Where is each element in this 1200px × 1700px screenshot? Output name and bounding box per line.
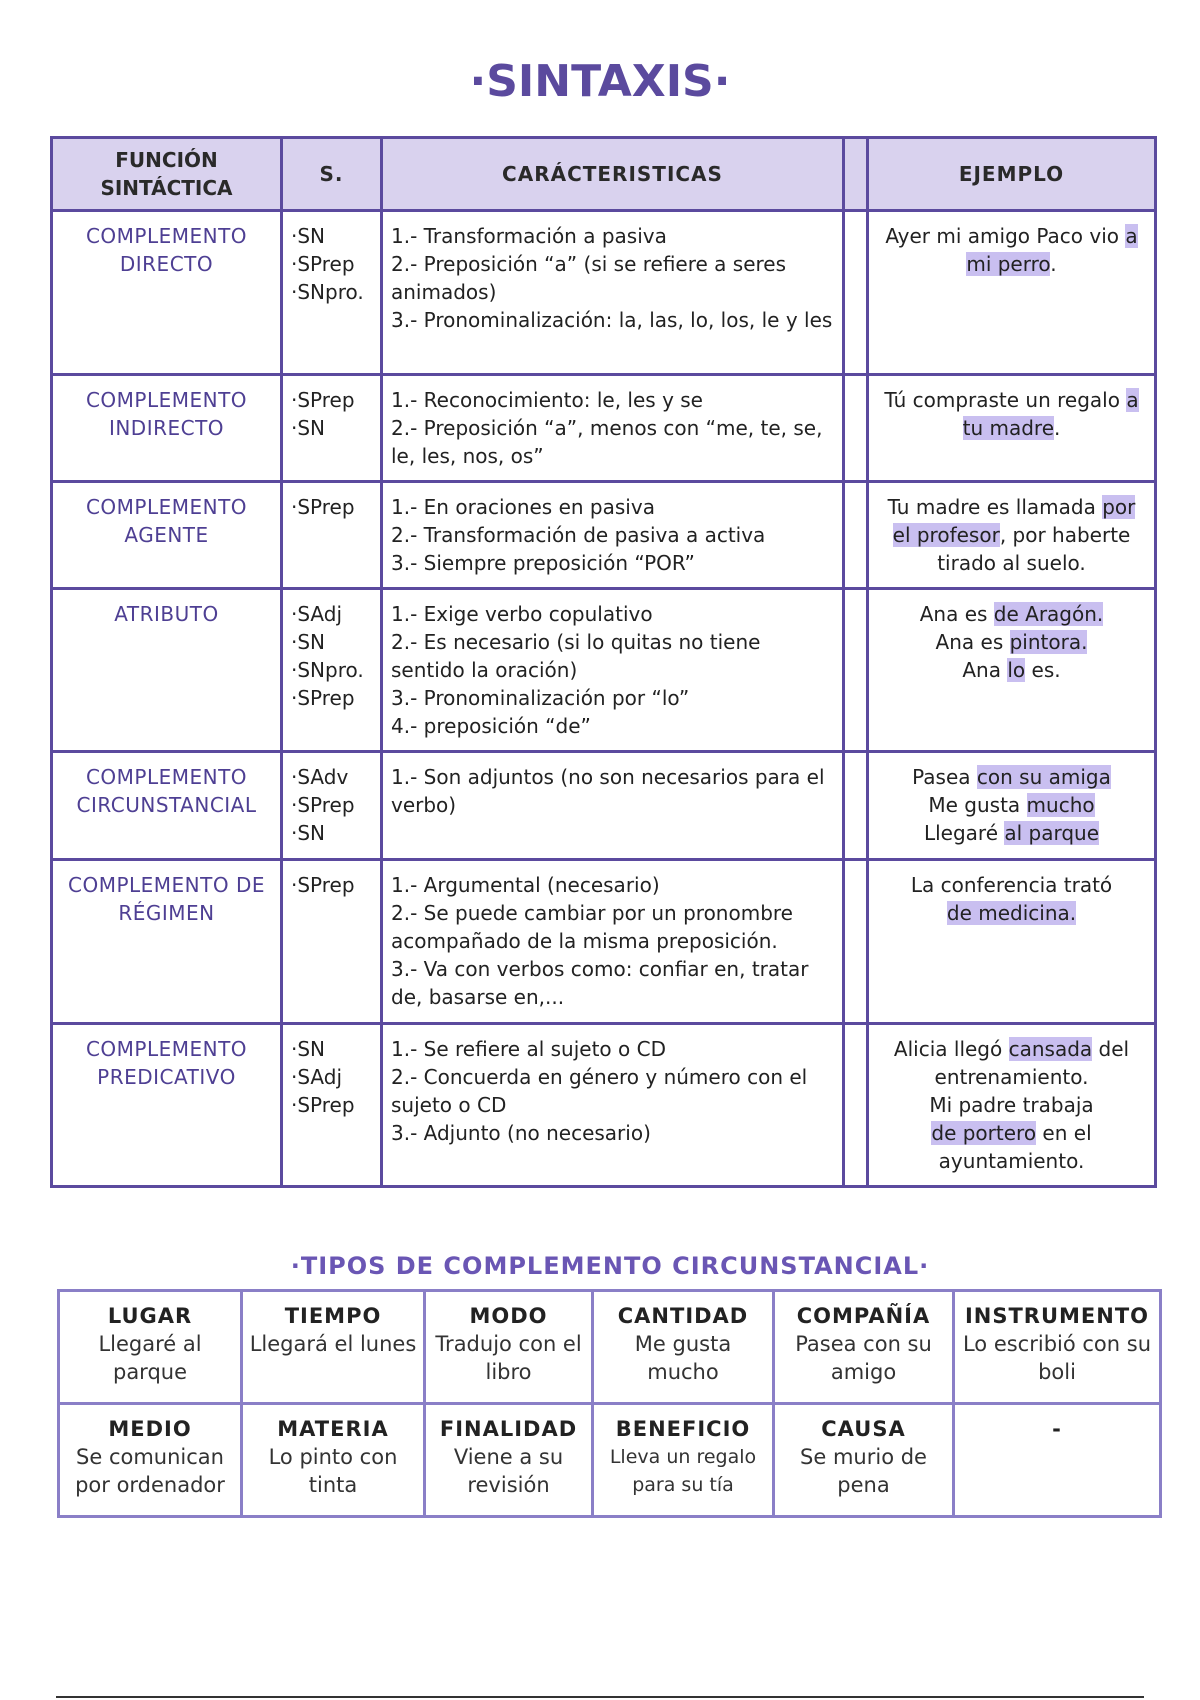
feature-item: 2.- Preposición “a” (si se refiere a seres animados) <box>391 252 787 304</box>
features-cell <box>382 211 844 375</box>
s-cell <box>282 860 382 1024</box>
s-item: ·SPrep <box>291 388 355 412</box>
s-item: ·SAdj <box>291 1065 343 1089</box>
type-cell <box>425 1404 593 1517</box>
type-cell <box>425 1291 593 1404</box>
header-spacer <box>844 138 868 211</box>
type-name: LUGAR <box>107 1304 193 1328</box>
example-line <box>877 763 1146 791</box>
type-example: Se comunican por ordenador <box>75 1445 225 1497</box>
features-cell <box>382 752 844 860</box>
example-text: La conferencia trató <box>910 873 1113 897</box>
funcion-cell: COMPLEMENTO PREDICATIVO <box>52 1024 282 1187</box>
feature-item: 3.- Pronominalización por “lo” <box>391 686 690 710</box>
type-example: Viene a su revisión <box>453 1445 564 1497</box>
s-item: ·SN <box>291 1037 326 1061</box>
feature-item: 2.- Transformación de pasiva a activa <box>391 523 766 547</box>
example-text: . <box>1050 252 1057 276</box>
example-cell <box>868 211 1156 375</box>
type-cell <box>593 1404 774 1517</box>
types-title: ·TIPOS DE COMPLEMENTO CIRCUNSTANCIAL· <box>290 1252 930 1280</box>
table-row <box>52 860 1156 1024</box>
s-cell <box>282 1024 382 1187</box>
feature-item: 1.- Transformación a pasiva <box>391 224 667 248</box>
table-row <box>52 375 1156 482</box>
features-cell <box>382 589 844 752</box>
example-text: Alicia llegó <box>893 1037 1003 1061</box>
example-highlight: de portero <box>931 1121 1037 1145</box>
example-line <box>877 628 1146 656</box>
example-line <box>877 600 1146 628</box>
table-header-row <box>52 138 1156 211</box>
type-cell <box>774 1291 954 1404</box>
type-example: Pasea con su amigo <box>795 1332 932 1384</box>
s-item: ·SPrep <box>291 873 355 897</box>
example-text: Ana <box>962 658 1001 682</box>
table-row <box>52 482 1156 589</box>
spacer-cell <box>844 752 868 860</box>
type-name: BENEFICIO <box>615 1417 751 1441</box>
example-cell <box>868 589 1156 752</box>
feature-item: 3.- Va con verbos como: confiar en, tratar de, basarse en,... <box>391 957 809 1009</box>
syntax-table <box>50 136 1157 1188</box>
example-line <box>877 791 1146 819</box>
page-title: ·SINTAXIS· <box>469 56 731 107</box>
type-example: Tradujo con el libro <box>435 1332 582 1384</box>
s-item: ·SAdv <box>291 765 349 789</box>
feature-item: 2.- Se puede cambiar por un pronombre acompañado de la misma preposición. <box>391 901 793 953</box>
funcion-cell: COMPLEMENTO CIRCUNSTANCIAL <box>52 752 282 860</box>
example-text: Mi padre trabaja <box>929 1093 1094 1117</box>
table-row <box>52 589 1156 752</box>
example-highlight: cansada <box>1008 1037 1093 1061</box>
type-cell <box>954 1291 1161 1404</box>
s-item: ·SN <box>291 630 326 654</box>
s-item: ·SAdj <box>291 602 343 626</box>
spacer-cell <box>844 375 868 482</box>
type-name: MATERIA <box>277 1417 389 1441</box>
features-cell <box>382 482 844 589</box>
funcion-cell: ATRIBUTO <box>52 589 282 752</box>
example-text: Pasea <box>912 765 971 789</box>
spacer-cell <box>844 1024 868 1187</box>
example-cell <box>868 375 1156 482</box>
type-name: INSTRUMENTO <box>964 1304 1150 1328</box>
feature-item: 1.- Argumental (necesario) <box>391 873 660 897</box>
feature-item: 3.- Adjunto (no necesario) <box>391 1121 651 1145</box>
feature-item: 1.- Se refiere al sujeto o CD <box>391 1037 666 1061</box>
type-name: FINALIDAD <box>439 1417 578 1441</box>
type-example: Lleva un regalo para su tía <box>609 1446 757 1496</box>
spacer-cell <box>844 860 868 1024</box>
s-item: ·SPrep <box>291 686 355 710</box>
type-example: Se murio de pena <box>800 1445 927 1497</box>
example-highlight: a mi perro <box>966 224 1138 276</box>
table-row <box>52 1024 1156 1187</box>
feature-item: 1.- Exige verbo copulativo <box>391 602 653 626</box>
feature-item: 4.- preposición “de” <box>391 714 591 738</box>
s-item: ·SPrep <box>291 252 355 276</box>
example-text: en el ayuntamiento. <box>938 1121 1092 1173</box>
type-cell <box>59 1291 242 1404</box>
type-name: TIEMPO <box>284 1304 382 1328</box>
type-cell <box>954 1404 1161 1517</box>
type-cell <box>242 1291 425 1404</box>
example-highlight: a tu madre <box>962 388 1139 440</box>
type-example: Lo escribió con su boli <box>962 1332 1152 1384</box>
header-funcion: FUNCIÓN SINTÁCTICA <box>52 138 282 211</box>
type-name: COMPAÑÍA <box>796 1304 931 1328</box>
s-cell <box>282 375 382 482</box>
feature-item: 1.- Reconocimiento: le, les y se <box>391 388 703 412</box>
example-cell <box>868 752 1156 860</box>
s-cell <box>282 589 382 752</box>
feature-item: 3.- Siempre preposición “POR” <box>391 551 695 575</box>
feature-item: 2.- Es necesario (si lo quitas no tiene sentido la oración) <box>391 630 761 682</box>
funcion-cell: COMPLEMENTO AGENTE <box>52 482 282 589</box>
feature-item: 2.- Preposición “a”, menos con “me, te, se, le, les, nos, os” <box>391 416 823 468</box>
s-item: ·SNpro. <box>291 658 364 682</box>
type-cell <box>774 1404 954 1517</box>
example-highlight: de Aragón. <box>993 602 1104 626</box>
s-item: ·SN <box>291 416 326 440</box>
type-example: Me gusta mucho <box>634 1332 732 1384</box>
funcion-cell: COMPLEMENTO DIRECTO <box>52 211 282 375</box>
type-name: MODO <box>469 1304 548 1328</box>
example-highlight: por el profesor <box>892 495 1136 547</box>
cc-types-table <box>57 1289 1162 1518</box>
spacer-cell <box>844 589 868 752</box>
type-example: Llegaré al parque <box>98 1332 202 1384</box>
example-text: Llegaré <box>923 821 998 845</box>
type-name: - <box>1052 1417 1062 1441</box>
s-item: ·SN <box>291 224 326 248</box>
example-text: Ayer mi amigo Paco vio <box>885 224 1120 248</box>
type-name: CAUSA <box>821 1417 906 1441</box>
types-row <box>59 1404 1161 1517</box>
example-line <box>877 819 1146 847</box>
s-item: ·SNpro. <box>291 280 364 304</box>
header-caracteristicas: CARÁCTERISTICAS <box>382 138 844 211</box>
spacer-cell <box>844 482 868 589</box>
type-cell <box>593 1291 774 1404</box>
feature-item: 2.- Concuerda en género y número con el sujeto o CD <box>391 1065 808 1117</box>
example-text: , por haberte tirado al suelo. <box>937 523 1131 575</box>
example-text: Ana es <box>935 630 1004 654</box>
feature-item: 1.- Son adjuntos (no son necesarios para el verbo) <box>391 765 825 817</box>
type-name: MEDIO <box>108 1417 192 1441</box>
s-cell <box>282 752 382 860</box>
s-cell <box>282 211 382 375</box>
features-cell <box>382 860 844 1024</box>
example-highlight: de medicina. <box>946 901 1077 925</box>
example-text: es. <box>1031 658 1061 682</box>
features-cell <box>382 375 844 482</box>
example-cell <box>868 1024 1156 1187</box>
s-item: ·SN <box>291 821 326 845</box>
s-item: ·SPrep <box>291 1093 355 1117</box>
example-cell <box>868 482 1156 589</box>
example-highlight: lo <box>1007 658 1026 682</box>
example-text: del entrenamiento. <box>934 1037 1130 1089</box>
type-name: CANTIDAD <box>617 1304 749 1328</box>
header-ejemplo: EJEMPLO <box>868 138 1156 211</box>
type-cell <box>59 1404 242 1517</box>
example-highlight: al parque <box>1004 821 1100 845</box>
example-text: . <box>1054 416 1061 440</box>
feature-item: 3.- Pronominalización: la, las, lo, los, le y les <box>391 308 833 332</box>
s-item: ·SPrep <box>291 495 355 519</box>
feature-item: 1.- En oraciones en pasiva <box>391 495 655 519</box>
funcion-cell: COMPLEMENTO DE RÉGIMEN <box>52 860 282 1024</box>
example-highlight: pintora. <box>1009 630 1088 654</box>
example-highlight: mucho <box>1026 793 1095 817</box>
type-example: Lo pinto con tinta <box>268 1445 398 1497</box>
spacer-cell <box>844 211 868 375</box>
table-row <box>52 752 1156 860</box>
s-cell <box>282 482 382 589</box>
funcion-cell: COMPLEMENTO INDIRECTO <box>52 375 282 482</box>
s-item: ·SPrep <box>291 793 355 817</box>
features-cell <box>382 1024 844 1187</box>
example-highlight: con su amiga <box>976 765 1111 789</box>
type-example: Llegará el lunes <box>249 1332 417 1356</box>
header-s: S. <box>282 138 382 211</box>
type-cell <box>242 1404 425 1517</box>
example-text: Tu madre es llamada <box>887 495 1096 519</box>
bottom-divider <box>56 1696 1144 1698</box>
example-text: Me gusta <box>928 793 1021 817</box>
types-row <box>59 1291 1161 1404</box>
example-cell <box>868 860 1156 1024</box>
example-text: Tú compraste un regalo <box>884 388 1120 412</box>
example-line <box>877 656 1146 684</box>
table-row <box>52 211 1156 375</box>
example-text: Ana es <box>919 602 988 626</box>
